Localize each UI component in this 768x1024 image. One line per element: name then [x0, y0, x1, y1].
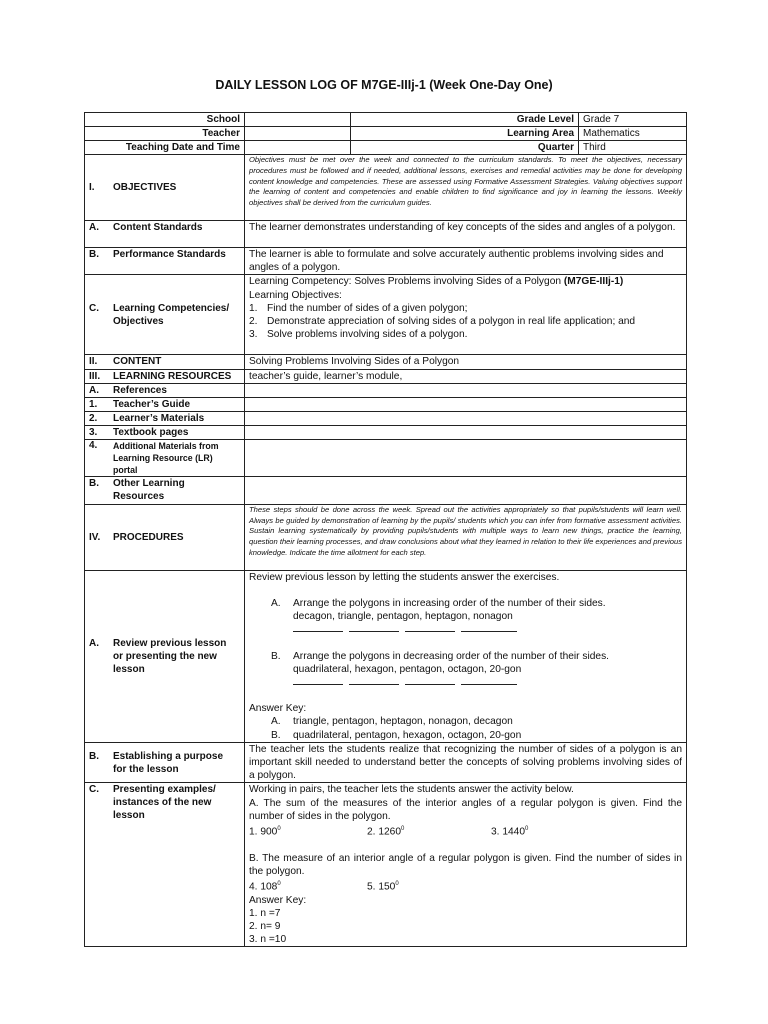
quarter-value: Third [579, 141, 687, 155]
objectives-label-cell [85, 155, 245, 221]
teacher-label: Teacher [85, 127, 245, 141]
examples-part-b: B. The measure of an interior angle of a regular polygon is given. Find the number of sides in the polygon. [249, 852, 682, 877]
learning-area-label: Learning Area [351, 127, 579, 141]
header-table [84, 112, 687, 155]
section-label: OBJECTIVES [113, 182, 177, 193]
objective-number: 3. [249, 329, 258, 341]
purpose-text: The teacher lets the students realize that recognizing the number of sides of a polygon is an important skill needed to understand better the concepts of solving problems involving sides of a polygon. [245, 742, 687, 783]
teaching-date-value [245, 141, 351, 155]
teachers-guide-label-cell [85, 397, 245, 411]
learning-resources-label-cell [85, 369, 245, 383]
examples-b-items [249, 878, 682, 894]
learners-materials-label-cell [85, 411, 245, 425]
exercise-a [249, 597, 682, 610]
content-standards-text: The learner demonstrates understanding of key concepts of the sides and angles of a polygon. [245, 221, 687, 248]
objective-text: Solve problems involving sides of a polygon. [267, 329, 468, 341]
section-number: A. [89, 637, 99, 649]
additional-materials-label-cell [85, 439, 245, 476]
lesson-log-table [84, 154, 687, 947]
answer-3: 3. n =10 [249, 934, 287, 946]
exercise-b [249, 650, 682, 663]
content-text: Solving Problems Involving Sides of a Polygon [245, 355, 687, 369]
section-number: C. [89, 302, 99, 314]
answer-key-b [249, 729, 682, 742]
teaching-date-label: Teaching Date and Time [85, 141, 245, 155]
competency-code: (M7GE-IIIj-1) [563, 276, 624, 288]
objectives-heading: Learning Objectives: [249, 289, 342, 301]
additional-materials-value [245, 439, 687, 476]
section-number: II. [89, 356, 98, 368]
section-label: PROCEDURES [113, 531, 184, 543]
section-number: 4. [89, 439, 98, 451]
objective-item [249, 328, 682, 341]
answer-key-label: Answer Key: [249, 703, 307, 715]
page-title: DAILY LESSON LOG OF M7GE-IIIj-1 (Week One-Day One) [215, 78, 553, 92]
key-text: triangle, pentagon, heptagon, nonagon, decagon [293, 716, 513, 728]
exercise-letter: A. [271, 598, 281, 610]
section-label: References [113, 384, 167, 396]
exercise-a-blanks [249, 623, 682, 636]
learning-area-value: Mathematics [579, 127, 687, 141]
grade-level-label: Grade Level [351, 113, 579, 127]
teacher-value [245, 127, 351, 141]
objective-text: Demonstrate appreciation of solving sides of a polygon in real life application; and [267, 316, 636, 328]
performance-standards-text: The learner is able to formulate and solve accurately authentic problems involving sides and angles of a polygon. [245, 248, 687, 275]
item-4: 4. $108^0$ [249, 881, 281, 893]
content-standards-label-cell [85, 221, 245, 248]
section-number: 2. [89, 412, 98, 424]
section-label: Other Learning Resources [113, 477, 185, 502]
purpose-label-cell [85, 742, 245, 783]
item-3: 3. 1440$^0$ [491, 826, 529, 838]
references-value [245, 383, 687, 397]
exercise-b-blanks [249, 676, 682, 689]
objective-item [249, 315, 682, 328]
section-label: Textbook pages [113, 426, 189, 438]
exercise-a-list: decagon, triangle, pentagon, heptagon, nonagon [293, 611, 513, 623]
section-number: IV. [89, 531, 101, 543]
section-number: A. [89, 222, 99, 233]
item-2: 2. 1260$^0$ [367, 826, 405, 838]
review-label-cell [85, 570, 245, 742]
procedures-note: These steps should be done across the week. Spread out the activities appropriately so that pupils/students will learn well. Always be guided by demonstration of learning by the pupils/ students which you can infer from formative assessment activities. Sustain learning systematically by providing pupils/students with multiple ways to learn new things, practice the learning, question their learning processes, and draw conclusions about what they learned in relation to their life experiences and previous knowledge. Indicate the time allotment for each step. [245, 504, 687, 570]
procedures-label-cell [85, 504, 245, 570]
objective-text: Find the number of sides of a given polygon; [267, 302, 468, 314]
review-intro: Review previous lesson by letting the students answer the exercises. [249, 571, 560, 583]
exercise-text: Arrange the polygons in decreasing order of the number of their sides. [293, 650, 609, 662]
section-number: I. [89, 182, 95, 193]
section-number: B. [89, 249, 99, 260]
teachers-guide-value [245, 397, 687, 411]
key-text: quadrilateral, pentagon, hexagon, octagon, 20-gon [293, 729, 522, 741]
examples-label-cell [85, 783, 245, 947]
key-letter: A. [271, 716, 281, 728]
section-label: Presenting examples/ instances of the new lesson [113, 784, 216, 822]
item-5: 5. $150^0$ [367, 881, 399, 893]
performance-standards-label-cell [85, 248, 245, 275]
exercise-text: Arrange the polygons in increasing order of the number of their sides. [293, 598, 606, 610]
learners-materials-value [245, 411, 687, 425]
section-label: Teacher’s Guide [113, 398, 191, 410]
answer-1: 1. n =7 [249, 907, 281, 919]
exercise-letter: B. [271, 650, 281, 662]
section-number: B. [89, 477, 99, 489]
section-label: LEARNING RESOURCES [113, 370, 232, 382]
objective-number: 2. [249, 316, 258, 328]
objectives-note: Objectives must be met over the week and connected to the curriculum standards. To meet the objectives, necessary procedures must be followed and if needed, additional lessons, exercises and remedial activities may be done for developing content knowledge and competencies. These are assessed using Formative Assessment Strategies. Valuing objectives support the learning of content and competencies and enable children to find significance and joy in learning the lessons. Weekly objectives shall be derived from the curriculum guides. [245, 155, 687, 221]
key-letter: B. [271, 729, 281, 741]
objective-number: 1. [249, 302, 258, 314]
section-number: C. [89, 784, 99, 796]
objective-item [249, 302, 682, 315]
answer-key-a [249, 715, 682, 728]
section-number: B. [89, 750, 99, 762]
answer-2: 2. n= 9 [249, 921, 281, 933]
other-resources-label-cell [85, 476, 245, 504]
exercise-b-list: quadrilateral, hexagon, pentagon, octagon, 20-gon [293, 663, 522, 675]
learning-resources-text: teacher’s guide, learner’s module, [245, 369, 687, 383]
section-number: III. [89, 370, 101, 382]
other-resources-value [245, 476, 687, 504]
section-number: 3. [89, 426, 98, 438]
competencies-label-cell [85, 275, 245, 355]
section-label: Learning Competencies/ Objectives [113, 302, 230, 327]
content-label-cell [85, 355, 245, 369]
competency-text: Learning Competency: Solves Problems involving Sides of a Polygon [249, 276, 562, 288]
school-value [245, 113, 351, 127]
section-label: Performance Standards [113, 249, 226, 260]
section-number: A. [89, 384, 99, 396]
section-label: Learner’s Materials [113, 412, 205, 424]
section-label: Review previous lesson or presenting the new lesson [113, 637, 227, 675]
item-1: 1. $900^0$ [249, 826, 281, 838]
references-label-cell [85, 383, 245, 397]
competencies-cell [245, 275, 687, 355]
section-label: CONTENT [113, 356, 162, 368]
school-label: School [85, 113, 245, 127]
examples-intro: Working in pairs, the teacher lets the students answer the activity below. [249, 784, 574, 796]
examples-part-a: A. The sum of the measures of the interior angles of a regular polygon is given. Find the number of sides in the polygon. [249, 797, 682, 822]
section-label: Establishing a purpose for the lesson [113, 750, 224, 775]
textbook-pages-value [245, 425, 687, 439]
examples-a-items [249, 823, 682, 839]
examples-answer-key-label: Answer Key: [249, 894, 307, 906]
textbook-pages-label-cell [85, 425, 245, 439]
section-label: Content Standards [113, 222, 203, 233]
examples-cell [245, 783, 687, 947]
grade-level-value: Grade 7 [579, 113, 687, 127]
review-cell [245, 570, 687, 742]
quarter-label: Quarter [351, 141, 579, 155]
section-label: Additional Materials from Learning Resource (LR) portal [113, 440, 219, 475]
section-number: 1. [89, 398, 98, 410]
competency-line [249, 275, 682, 288]
